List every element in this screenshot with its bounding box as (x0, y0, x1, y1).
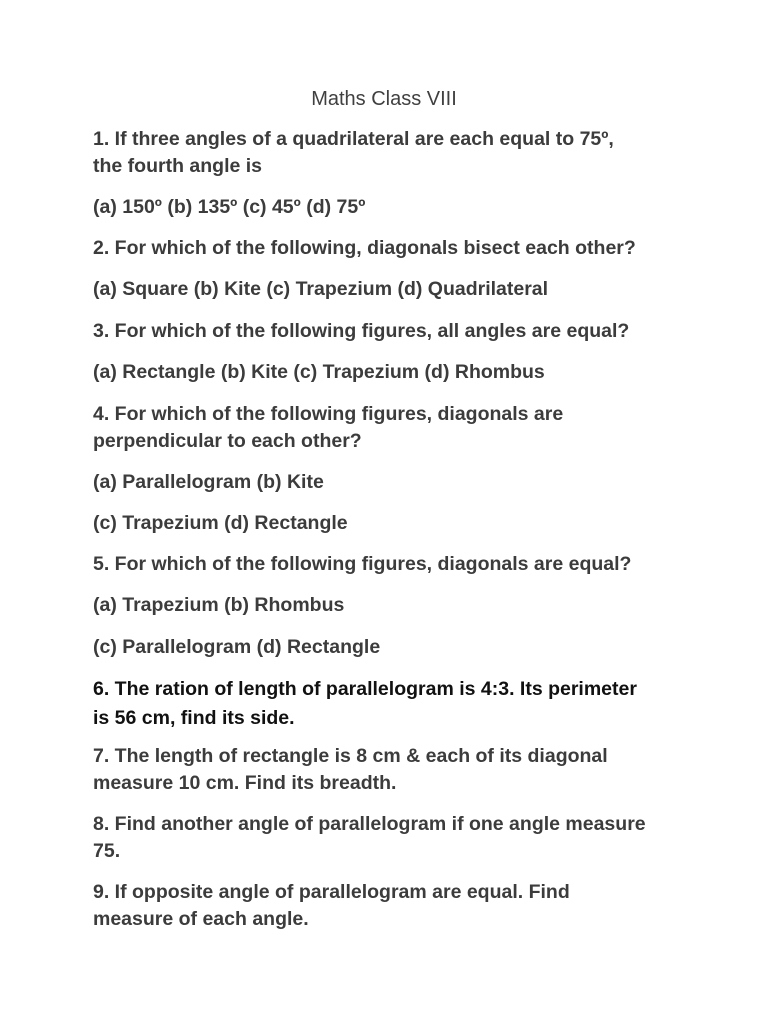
question-8-line-1: 8. Find another angle of parallelogram if one angle measure (93, 813, 646, 835)
question-3: 3. For which of the following figures, all angles are equal? (93, 320, 630, 342)
question-7-line-2: measure 10 cm. Find its breadth. (93, 772, 397, 794)
question-4-line-1: 4. For which of the following figures, diagonals are (93, 403, 564, 425)
question-2-options: (a) Square (b) Kite (c) Trapezium (d) Quadrilateral (93, 278, 549, 300)
question-4-line-2: perpendicular to each other? (93, 430, 362, 452)
question-6-line-1: 6. The ration of length of parallelogram is 4:3. Its perimeter (93, 678, 637, 700)
question-9-line-2: measure of each angle. (93, 908, 309, 930)
question-5-options-1: (a) Trapezium (b) Rhombus (93, 594, 345, 616)
question-9 (93, 879, 683, 933)
page-title: Maths Class VIII (311, 88, 457, 110)
question-9-line-1: 9. If opposite angle of parallelogram are equal. Find (93, 881, 570, 903)
question-1-options: (a) 150º (b) 135º (c) 45º (d) 75º (93, 196, 366, 218)
question-2: 2. For which of the following, diagonals bisect each other? (93, 237, 636, 259)
question-4-options-1: (a) Parallelogram (b) Kite (93, 471, 324, 493)
question-1-line-2: the fourth angle is (93, 155, 263, 177)
question-1 (93, 126, 683, 180)
question-4-options-2: (c) Trapezium (d) Rectangle (93, 512, 348, 534)
question-8-line-2: 75. (93, 840, 121, 862)
question-7-line-1: 7. The length of rectangle is 8 cm & each of its diagonal (93, 745, 608, 767)
question-1-line-1: 1. If three angles of a quadrilateral are each equal to 75º, (93, 128, 614, 150)
question-7 (93, 743, 683, 797)
question-8 (93, 811, 683, 865)
question-6-line-2: is 56 cm, find its side. (93, 707, 295, 729)
question-4 (93, 401, 683, 455)
question-5-options-2: (c) Parallelogram (d) Rectangle (93, 636, 381, 658)
question-3-options: (a) Rectangle (b) Kite (c) Trapezium (d) Rhombus (93, 361, 545, 383)
question-5: 5. For which of the following figures, diagonals are equal? (93, 553, 632, 575)
question-6 (93, 676, 683, 732)
